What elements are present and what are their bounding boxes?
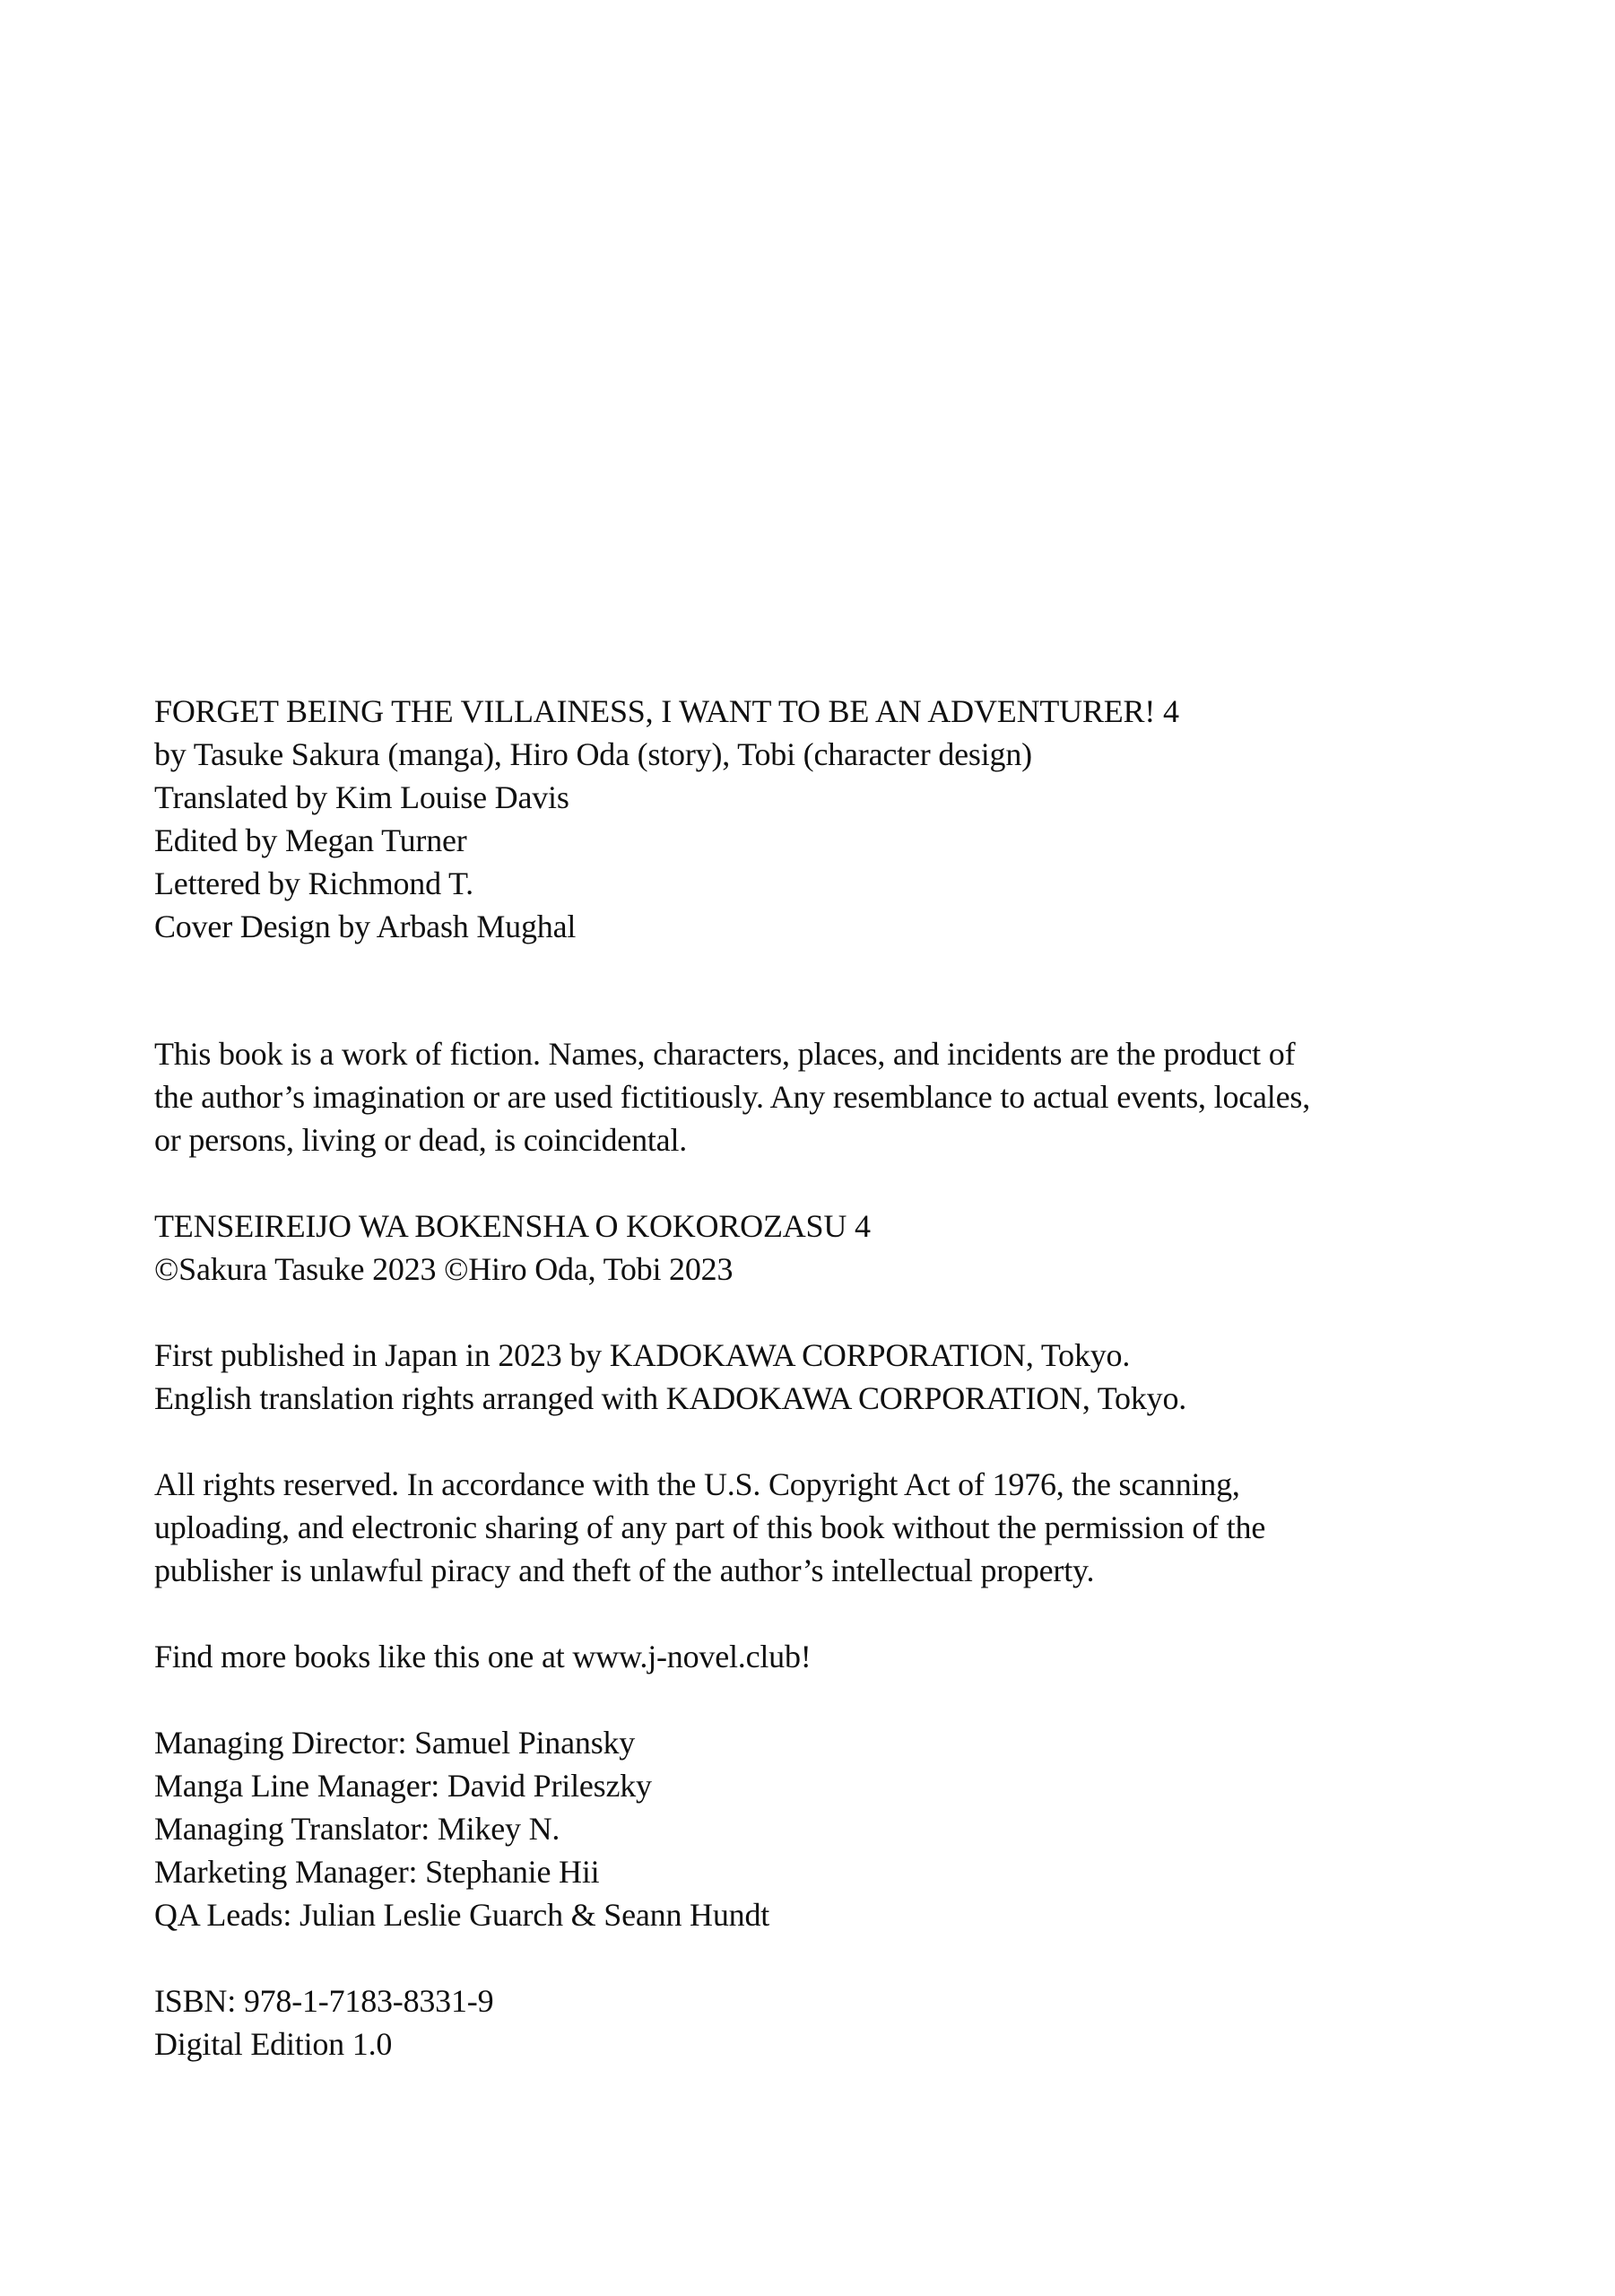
- promo-line-block: [154, 1635, 1589, 1678]
- text-line: Digital Edition 1.0: [154, 2026, 393, 2062]
- text-line: Marketing Manager: Stephanie Hii: [154, 1854, 600, 1890]
- text-line: Manga Line Manager: David Prileszky: [154, 1768, 652, 1804]
- text-line: This book is a work of fiction. Names, characters, places, and incidents are the product of: [154, 1036, 1296, 1072]
- publication-block: [154, 1334, 1589, 1420]
- text-line: by Tasuke Sakura (manga), Hiro Oda (story), Tobi (character design): [154, 736, 1032, 772]
- text-line: or persons, living or dead, is coincidental.: [154, 1122, 688, 1158]
- text-line: All rights reserved. In accordance with the U.S. Copyright Act of 1976, the scanning,: [154, 1466, 1240, 1502]
- text-line: English translation rights arranged with KADOKAWA CORPORATION, Tokyo.: [154, 1380, 1187, 1416]
- text-line: Lettered by Richmond T.: [154, 865, 473, 901]
- staff-list-block: [154, 1721, 1589, 1936]
- text-line: Find more books like this one at www.j-novel.club!: [154, 1639, 812, 1674]
- text-line: Managing Director: Samuel Pinansky: [154, 1725, 636, 1761]
- fiction-disclaimer-block: [154, 1032, 1589, 1161]
- text-line: Edited by Megan Turner: [154, 822, 467, 858]
- text-line: Cover Design by Arbash Mughal: [154, 909, 577, 944]
- text-line: Managing Translator: Mikey N.: [154, 1811, 560, 1847]
- rights-reserved-block: [154, 1463, 1589, 1592]
- credits-block: [154, 690, 1589, 948]
- text-line: Translated by Kim Louise Davis: [154, 779, 569, 815]
- text-line: FORGET BEING THE VILLAINESS, I WANT TO BE AN ADVENTURER! 4: [154, 693, 1179, 729]
- text-line: ISBN: 978-1-7183-8331-9: [154, 1983, 494, 2019]
- text-line: TENSEIREIJO WA BOKENSHA O KOKOROZASU 4: [154, 1208, 871, 1244]
- text-line: First published in Japan in 2023 by KADOKAWA CORPORATION, Tokyo.: [154, 1337, 1131, 1373]
- text-line: publisher is unlawful piracy and theft of the author’s intellectual property.: [154, 1552, 1095, 1588]
- text-line: ©Sakura Tasuke 2023 ©Hiro Oda, Tobi 2023: [154, 1251, 734, 1287]
- text-line: the author’s imagination or are used fictitiously. Any resemblance to actual events, locales,: [154, 1079, 1311, 1115]
- original-title-copyright-block: [154, 1205, 1589, 1291]
- text-line: QA Leads: Julian Leslie Guarch & Seann Hundt: [154, 1897, 770, 1933]
- text-line: uploading, and electronic sharing of any part of this book without the permission of the: [154, 1509, 1266, 1545]
- isbn-edition-block: [154, 1979, 1589, 2066]
- colophon-text: [154, 690, 1589, 2109]
